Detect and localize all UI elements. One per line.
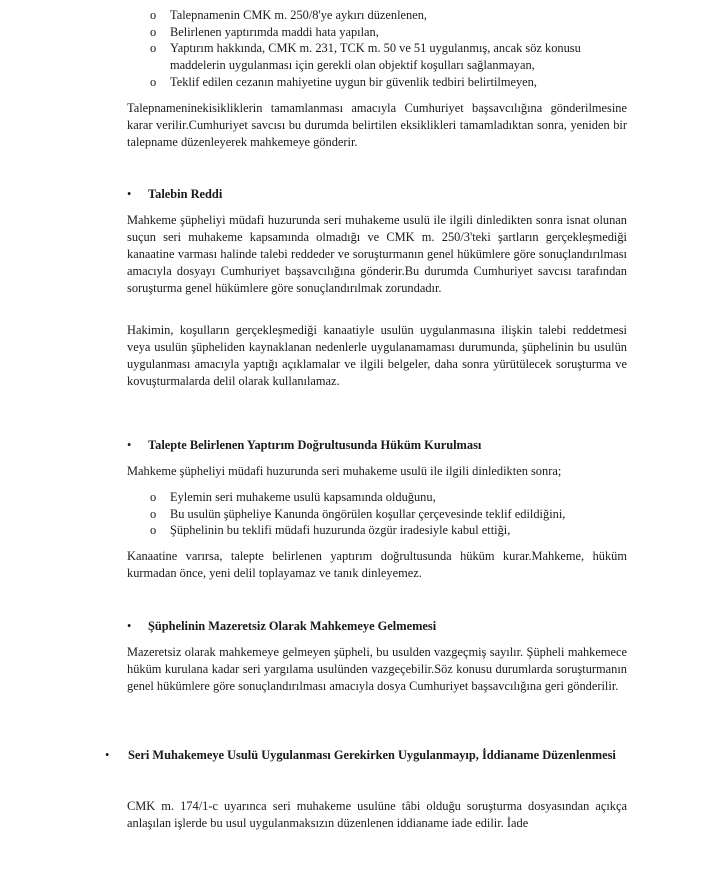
list-marker: o — [150, 490, 157, 504]
list-item — [150, 7, 630, 24]
list-item-text: Teklif edilen cezanın mahiyetine uygun bir güvenlik tedbiri belirtilmeyen, — [170, 75, 537, 89]
section-heading-red — [127, 186, 627, 203]
list-item-text: Bu usulün şüpheliye Kanunda öngörülen koşullar çerçevesinde teklif edildiğini, — [170, 507, 566, 521]
list-item — [150, 506, 630, 523]
list-item — [150, 489, 630, 506]
paragraph-hukum-intro: Mahkeme şüpheliyi müdafi huzurunda seri muhakeme usulü ile ilgili dinledikten sonra; — [127, 464, 562, 478]
bullet-marker: • — [127, 619, 132, 633]
list-marker: o — [150, 25, 157, 39]
heading-text: Talebin Reddi — [148, 187, 223, 201]
list-marker: o — [150, 507, 157, 521]
bullet-marker: • — [127, 187, 132, 201]
paragraph-mazeret: Mazeretsiz olarak mahkemeye gelmeyen şüpheli, bu usulden vazgeçmiş sayılır. Şüpheli mahkemece hüküm kurulana kadar seri yargılama usulünden vazgeçebilir.Söz konusu durumlarda soruşturmanın genel hükümlere göre sonuçlandırılması amacıyla dosya Cumhuriyet başsavcılığına geri gönderilir. — [127, 645, 627, 693]
list-marker: o — [150, 8, 157, 22]
list-item-text: Belirlenen yaptırımda maddi hata yapılan, — [170, 25, 379, 39]
section-heading-mazeret — [127, 618, 627, 635]
bullet-marker: • — [105, 748, 110, 762]
heading-text: Şüphelinin Mazeretsiz Olarak Mahkemeye Gelmemesi — [148, 619, 437, 633]
list-marker: o — [150, 75, 157, 89]
list-item-text: Şüphelinin bu teklifi müdafi huzurunda özgür iradesiyle kabul ettiği, — [170, 523, 511, 537]
list-item — [150, 74, 630, 91]
list-item — [150, 24, 630, 41]
list-item — [150, 522, 630, 539]
paragraph-hukum: Kanaatine varırsa, talepte belirlenen yaptırım doğrultusunda hüküm kurar.Mahkeme, hüküm kurmadan önce, yeni delil toplayamaz ve tanık dinleyemez. — [127, 549, 627, 580]
paragraph-red-1: Mahkeme şüpheliyi müdafi huzurunda seri muhakeme usulü ile ilgili dinledikten sonra isnat olunan suçun seri muhakeme kapsamında olmadığı ve CMK m. 250/3'teki şartların gerçekleşmediği kanaatine varması halinde talebi reddeder ve soruşturmanın genel hükümlere göre sonuçlandırılması amacıyla dosyayı Cumhuriyet başsavcılığına gönderir.Bu durumda Cumhuriyet savcısı tarafından soruşturma genel hükümlere göre sonuçlandırılmak zorundadır. — [127, 213, 627, 295]
section-heading-hukum — [127, 437, 627, 454]
heading-text: Talepte Belirlenen Yaptırım Doğrultusunda Hüküm Kurulması — [148, 438, 482, 452]
heading-text: Seri Muhakemeye Usulü Uygulanması Gerekirken Uygulanmayıp, İddianame Düzenlenmesi — [128, 748, 616, 762]
section-heading-iddianame — [105, 747, 627, 764]
paragraph-iddianame: CMK m. 174/1-c uyarınca seri muhakeme usulüne tâbi olduğu soruşturma dosyasından açıkça anlaşılan işlerde bu usul uygulanmaksızın düzenlenen iddianame iade edilir. İade — [127, 799, 627, 830]
list-marker: o — [150, 41, 157, 55]
list-item-text: Eylemin seri muhakeme usulü kapsamında olduğunu, — [170, 490, 436, 504]
bullet-marker: • — [127, 438, 132, 452]
paragraph-eksiklik: Talepnameninekisikliklerin tamamlanması amacıyla Cumhuriyet başsavcılığına gönderilmesine karar verilir.Cumhuriyet savcısı bu durumda belirtilen eksiklikleri tamamladıktan sonra, yeniden bir talepname düzenleyerek mahkemeye gönderir. — [127, 101, 627, 149]
list-marker: o — [150, 523, 157, 537]
list-item — [150, 40, 630, 74]
list-item-text: Talepnamenin CMK m. 250/8'ye aykırı düzenlenen, — [170, 8, 428, 22]
paragraph-red-2: Hakimin, koşulların gerçekleşmediği kanaatiyle usulün uygulanmasına ilişkin talebi reddetmesi veya usulün şüpheliden kaynaklanan nedenlerle uygulanamaması durumunda, şüphelinin bu usulün uygulanması amacıyla yaptığı açıklamalar ve ilgili belgeler, daha sonra yürütülecek soruşturma ve kovuşturmalarda delil olarak kullanılamaz. — [127, 323, 627, 388]
list-item-text: Yaptırım hakkında, CMK m. 231, TCK m. 50 ve 51 uygulanmış, ancak söz konusu maddelerin uygulanması için gerekli olan objektif koşulları sağlanmayan, — [170, 41, 581, 72]
